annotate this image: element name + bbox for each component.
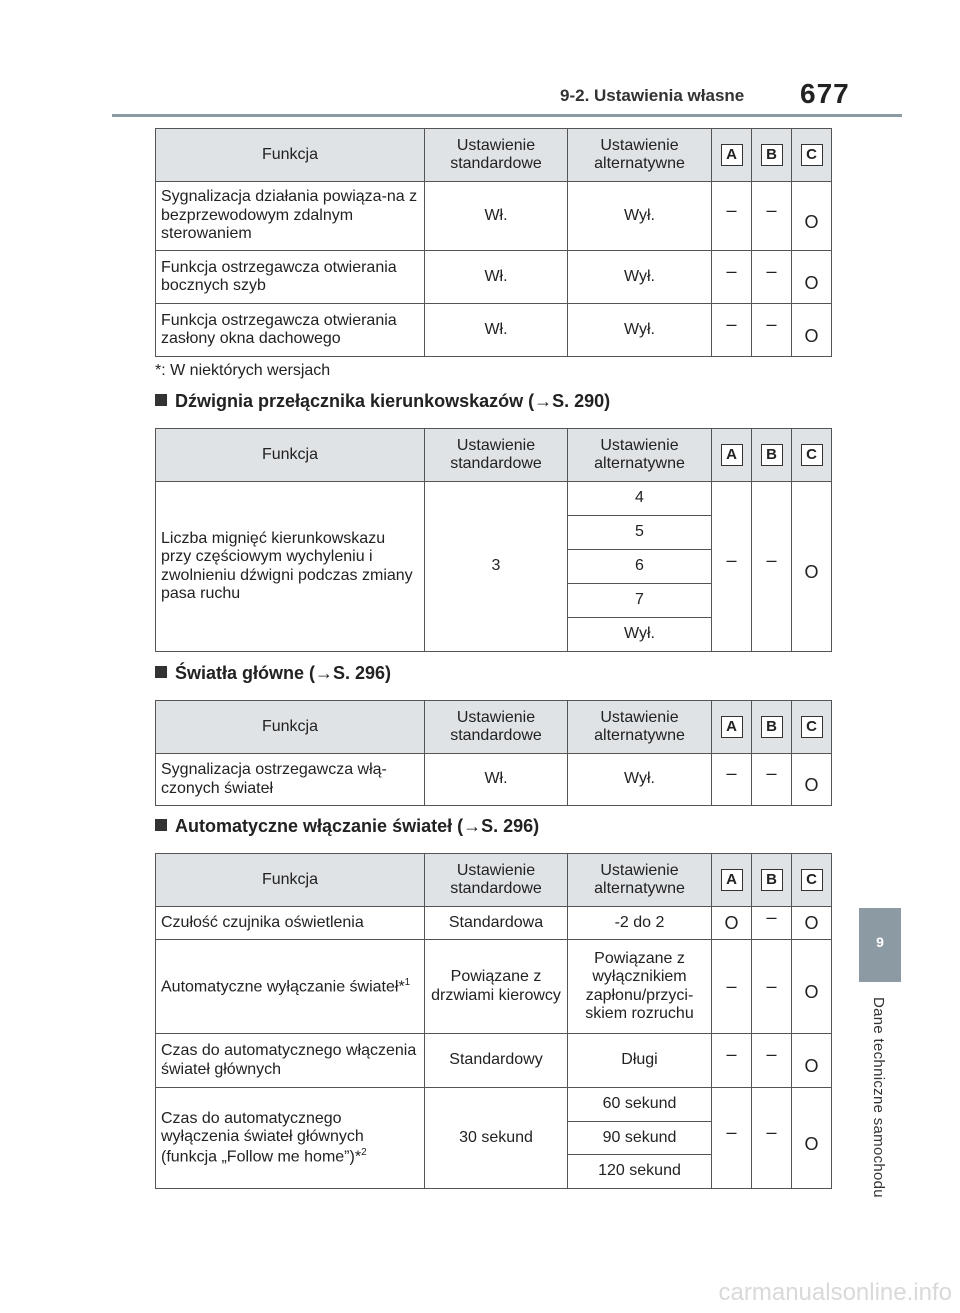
key-c-label: C xyxy=(801,716,823,738)
key-c-label: C xyxy=(801,144,823,166)
default-cell: 30 sekund xyxy=(425,1088,568,1189)
key-a-label: A xyxy=(721,716,743,738)
header-rule xyxy=(112,114,902,117)
function-cell: Liczba mignięć kierunkowskazu przy częściowym wychyleniu i zwolnieniu dźwigni podczas zmiany pasa ruchu xyxy=(156,482,425,652)
key-b-label: B xyxy=(761,869,783,891)
a-mark: – xyxy=(726,260,737,281)
col-header-function: Funkcja xyxy=(156,429,425,482)
footnote-ref: 2 xyxy=(361,1146,367,1158)
function-text: Czas do automatycznego wyłączenia świateł głównych (funkcja „Follow me home”)* xyxy=(161,1109,364,1165)
c-mark: O xyxy=(804,325,819,346)
key-a-label: A xyxy=(721,869,743,891)
table-row xyxy=(156,482,832,516)
default-cell: 3 xyxy=(425,482,568,652)
default-cell: Powiązane z drzwiami kierowcy xyxy=(425,940,568,1034)
alternative-cell: Wył. xyxy=(568,182,712,251)
col-header-alternative: Ustawienie alternatywne xyxy=(568,701,712,754)
table-row xyxy=(156,907,832,940)
alternative-cell: Wył. xyxy=(568,251,712,304)
footnote-ref: 1 xyxy=(404,976,411,988)
c-mark: O xyxy=(804,982,819,1003)
col-header-function: Funkcja xyxy=(156,129,425,182)
alternative-cell: 7 xyxy=(568,584,712,618)
key-c-label: C xyxy=(801,444,823,466)
page-header xyxy=(0,0,960,120)
a-mark: – xyxy=(726,199,737,220)
bullet-square-icon xyxy=(155,819,167,831)
c-mark: O xyxy=(804,775,819,796)
b-mark: – xyxy=(766,260,777,281)
settings-table-headlights xyxy=(155,700,832,806)
b-mark: – xyxy=(766,906,777,927)
a-mark: – xyxy=(726,550,737,571)
alternative-cell: 4 xyxy=(568,482,712,516)
a-mark: – xyxy=(726,976,737,997)
col-header-default: Ustawienie standardowe xyxy=(425,429,568,482)
col-header-alternative: Ustawienie alternatywne xyxy=(568,429,712,482)
function-cell: Sygnalizacja działania powiąza-na z bezprzewodowym zdalnym sterowaniem xyxy=(156,182,425,251)
section-heading-turn-signal xyxy=(155,391,610,412)
alternative-cell: -2 do 2 xyxy=(568,907,712,940)
table-row xyxy=(156,1034,832,1088)
table-header-row xyxy=(156,429,832,482)
alternative-cell: Powiązane z wyłącznikiem zapłonu/przyci-skiem rozruchu xyxy=(568,940,712,1034)
key-b-label: B xyxy=(761,444,783,466)
a-mark: – xyxy=(726,763,737,784)
table-header-row xyxy=(156,701,832,754)
bullet-square-icon xyxy=(155,666,167,678)
c-mark: O xyxy=(804,912,819,933)
key-b-label: B xyxy=(761,144,783,166)
c-mark: O xyxy=(804,1056,819,1077)
section-heading-headlights xyxy=(155,663,391,684)
key-a-label: A xyxy=(721,444,743,466)
col-header-function: Funkcja xyxy=(156,854,425,907)
b-mark: – xyxy=(766,763,777,784)
alternative-cell: 60 sekund xyxy=(568,1088,712,1122)
alternative-cell: Długi xyxy=(568,1034,712,1088)
default-cell: Standardowa xyxy=(425,907,568,940)
alternative-cell: 5 xyxy=(568,516,712,550)
bullet-square-icon xyxy=(155,394,167,406)
settings-table-auto-lights xyxy=(155,853,832,1189)
a-mark: – xyxy=(726,1044,737,1065)
alternative-cell: Wył. xyxy=(568,618,712,652)
table-row xyxy=(156,940,832,1034)
section-heading-text: Światła główne (→S. 296) xyxy=(175,663,392,683)
default-cell: Standardowy xyxy=(425,1034,568,1088)
section-heading-text: Automatyczne włączanie świateł (→S. 296) xyxy=(175,816,540,836)
alternative-cell: Wył. xyxy=(568,754,712,806)
table-row xyxy=(156,1088,832,1122)
col-header-function: Funkcja xyxy=(156,701,425,754)
function-cell: Sygnalizacja ostrzegawcza włą-czonych świateł xyxy=(156,754,425,806)
function-cell: Funkcja ostrzegawcza otwierania zasłony okna dachowego xyxy=(156,304,425,357)
c-mark: O xyxy=(804,272,819,293)
function-cell: Czas do automatycznego włączenia świateł głównych xyxy=(156,1034,425,1088)
chapter-title: Dane techniczne samochodu xyxy=(870,997,887,1198)
watermark: carmanualsonline.info xyxy=(718,1279,952,1306)
c-mark: O xyxy=(804,1133,819,1154)
b-mark: – xyxy=(766,313,777,334)
function-cell xyxy=(156,1088,425,1189)
table-row xyxy=(156,304,832,357)
b-mark: – xyxy=(766,1044,777,1065)
col-header-default: Ustawienie standardowe xyxy=(425,701,568,754)
col-header-alternative: Ustawienie alternatywne xyxy=(568,854,712,907)
b-mark: – xyxy=(766,550,777,571)
function-cell: Czułość czujnika oświetlenia xyxy=(156,907,425,940)
alternative-cell: 90 sekund xyxy=(568,1122,712,1155)
b-mark: – xyxy=(766,199,777,220)
section-heading-text: Dźwignia przełącznika kierunkowskazów (→S. 290) xyxy=(175,391,611,411)
b-mark: – xyxy=(766,976,777,997)
table-header-row xyxy=(156,129,832,182)
col-header-alternative: Ustawienie alternatywne xyxy=(568,129,712,182)
function-text: Automatyczne wyłączanie świateł* xyxy=(161,977,405,995)
key-c-label: C xyxy=(801,869,823,891)
table-row xyxy=(156,251,832,304)
default-cell: Wł. xyxy=(425,304,568,357)
table-row xyxy=(156,754,832,806)
default-cell: Wł. xyxy=(425,182,568,251)
section-heading-auto-lights xyxy=(155,816,539,837)
function-cell xyxy=(156,940,425,1034)
chapter-tab[interactable] xyxy=(859,908,901,982)
settings-table-remote xyxy=(155,128,832,357)
footnote: *: W niektórych wersjach xyxy=(155,362,331,379)
c-mark: O xyxy=(804,211,819,232)
table-header-row xyxy=(156,854,832,907)
section-title: 9-2. Ustawienia własne xyxy=(560,86,745,105)
function-cell: Funkcja ostrzegawcza otwierania bocznych szyb xyxy=(156,251,425,304)
a-mark: – xyxy=(726,1121,737,1142)
c-mark: O xyxy=(804,562,819,583)
col-header-default: Ustawienie standardowe xyxy=(425,129,568,182)
alternative-cell: Wył. xyxy=(568,304,712,357)
settings-table-turn-signal xyxy=(155,428,832,652)
chapter-number: 9 xyxy=(876,934,884,950)
alternative-cell: 6 xyxy=(568,550,712,584)
default-cell: Wł. xyxy=(425,754,568,806)
default-cell: Wł. xyxy=(425,251,568,304)
a-mark: O xyxy=(724,912,739,933)
col-header-default: Ustawienie standardowe xyxy=(425,854,568,907)
key-a-label: A xyxy=(721,144,743,166)
table-row xyxy=(156,182,832,251)
a-mark: – xyxy=(726,313,737,334)
alternative-cell: 120 sekund xyxy=(568,1155,712,1189)
key-b-label: B xyxy=(761,716,783,738)
b-mark: – xyxy=(766,1121,777,1142)
page-number: 677 xyxy=(800,78,850,109)
